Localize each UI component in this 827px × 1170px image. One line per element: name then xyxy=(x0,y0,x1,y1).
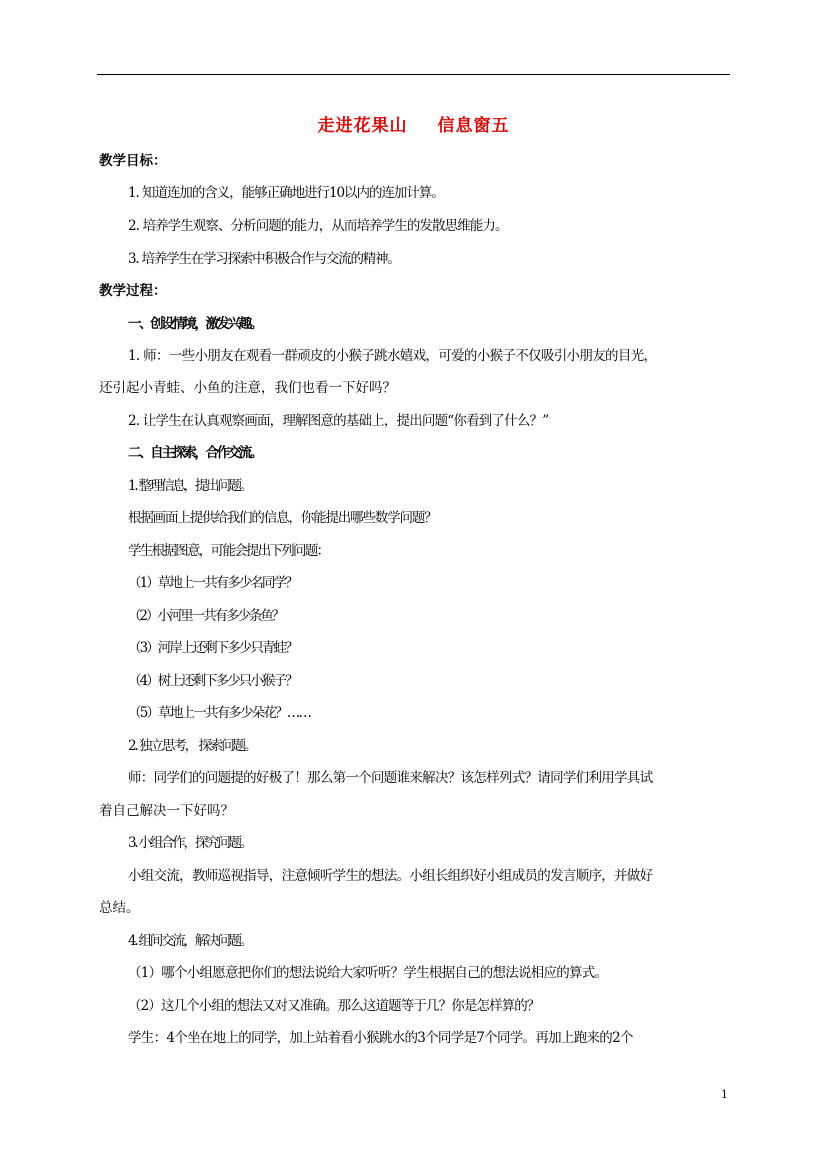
header-rule xyxy=(97,74,730,75)
page-title xyxy=(0,111,827,136)
list-item: （3）河岸上还剩下多少只青蛙？ xyxy=(128,640,297,656)
subsection-heading: 二、自主探索，合作交流。 xyxy=(128,445,261,461)
paragraph: 师：同学们的问题提的好极了！那么第一个问题谁来解决？该怎样列式？请同学们利用学具试 xyxy=(128,770,653,786)
paragraph: 4. 组间交流，解决问题。 xyxy=(128,933,252,949)
paragraph: 总结。 xyxy=(99,900,140,916)
paragraph: 还引起小青蛙、小鱼的注意，我们也看一下好吗？ xyxy=(99,380,396,396)
page-number: 1 xyxy=(721,1088,728,1101)
paragraph: （2）这几个小组的想法又对又准确。那么这道题等于几？你是怎样算的？ xyxy=(128,998,540,1014)
paragraph: 学生根据图意，可能会提出下列问题： xyxy=(128,543,329,559)
paragraph: （1）哪个小组愿意把你们的想法说给大家听听？学生根据自己的想法说相应的算式。 xyxy=(128,965,608,981)
section-heading-objectives: 教学目标： xyxy=(99,153,167,169)
paragraph: 1. 师：一些小朋友在观看一群顽皮的小猴子跳水嬉戏，可爱的小猴子不仅吸引小朋友的目光， xyxy=(128,348,657,364)
paragraph: 根据画面上提供给我们的信息，你能提出哪些数学问题？ xyxy=(128,510,437,526)
list-item: （2）小河里一共有多少条鱼？ xyxy=(128,608,284,624)
list-item: （1）草地上一共有多少名同学？ xyxy=(128,575,297,591)
paragraph: 学生：4个坐在地上的同学，加上站着看小猴跳水的3个同学是7个同学。再加上跑来的2个 xyxy=(128,1030,633,1046)
paragraph: 2. 让学生在认真观察画面，理解图意的基础上，提出问题“你看到了什么？” xyxy=(128,413,549,429)
section-heading-process: 教学过程： xyxy=(99,283,167,299)
paragraph: 3. 培养学生在学习探索中积极合作与交流的精神。 xyxy=(128,251,400,267)
list-item: （5）草地上一共有多少朵花？…… xyxy=(128,705,311,721)
title-right: 信息窗五 xyxy=(437,116,510,136)
paragraph: 1. 知道连加的含义，能够正确地进行10以内的连加计算。 xyxy=(128,185,444,201)
paragraph: 3. 小组合作，探究问题。 xyxy=(128,835,252,851)
paragraph: 着自己解决一下好吗？ xyxy=(99,803,234,819)
paragraph: 1. 整理信息，提出问题。 xyxy=(128,478,252,494)
paragraph: 2. 独立思考， 探索问题。 xyxy=(128,738,256,754)
subsection-heading: 一、创设情境，激发兴趣。 xyxy=(128,316,261,332)
title-left: 走进花果山 xyxy=(317,116,408,136)
list-item: （4）树上还剩下多少只小猴子？ xyxy=(128,673,297,689)
paragraph: 2. 培养学生观察、分析问题的能力，从而培养学生的发散思维能力。 xyxy=(128,218,508,234)
paragraph: 小组交流，教师巡视指导，注意倾听学生的想法。小组长组织好小组成员的发言顺序，并做好 xyxy=(128,868,653,884)
